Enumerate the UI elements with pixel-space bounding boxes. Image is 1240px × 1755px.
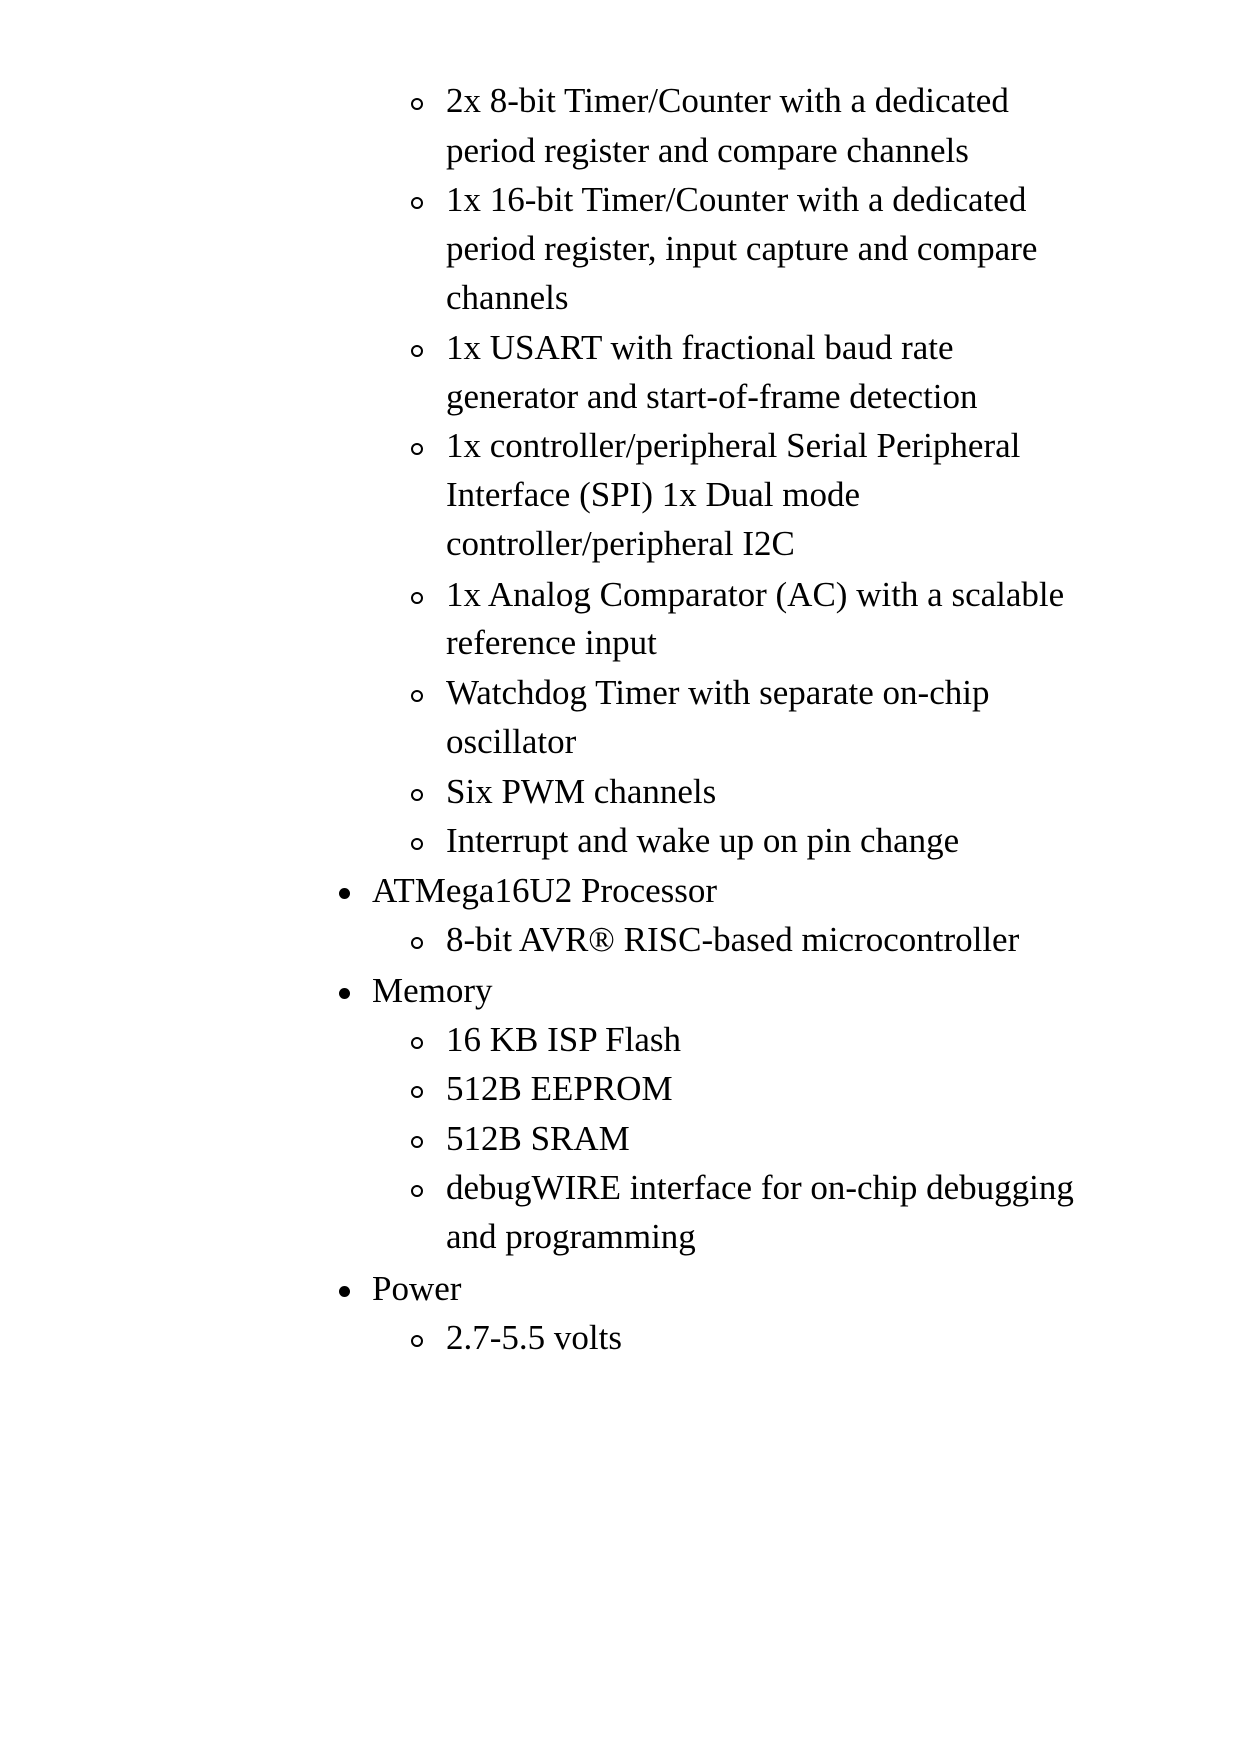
list-item-line: Interrupt and wake up on pin change: [446, 821, 960, 860]
list-item-line: 1x controller/peripheral Serial Peripheral: [446, 426, 1021, 465]
hollow-bullet-icon: [411, 1086, 423, 1098]
list-item-line: Memory: [372, 971, 493, 1010]
hollow-bullet-icon: [411, 838, 423, 850]
hollow-bullet-icon: [411, 443, 423, 455]
hollow-bullet-icon: [411, 937, 423, 949]
list-item-line: channels: [446, 278, 569, 317]
list-item-line: debugWIRE interface for on-chip debugging: [446, 1168, 1074, 1207]
list-item-line: Interface (SPI) 1x Dual mode: [446, 475, 861, 514]
list-item-line: 512B EEPROM: [446, 1069, 673, 1108]
list-item-line: 8-bit AVR® RISC-based microcontroller: [446, 920, 1020, 959]
list-item-line: 512B SRAM: [446, 1119, 630, 1158]
list-item-line: reference input: [446, 623, 657, 662]
list-item-line: 1x USART with fractional baud rate: [446, 328, 954, 367]
list-item-line: and programming: [446, 1217, 696, 1256]
list-item-line: 1x Analog Comparator (AC) with a scalable: [446, 575, 1065, 614]
list-item-line: 1x 16-bit Timer/Counter with a dedicated: [446, 180, 1027, 219]
hollow-bullet-icon: [411, 1335, 423, 1347]
filled-bullet-icon: [339, 888, 350, 899]
hollow-bullet-icon: [411, 345, 423, 357]
list-item-line: Six PWM channels: [446, 772, 717, 811]
list-item-line: 2x 8-bit Timer/Counter with a dedicated: [446, 81, 1009, 120]
list-item-line: controller/peripheral I2C: [446, 524, 795, 563]
list-item-line: period register, input capture and compare: [446, 229, 1038, 268]
hollow-bullet-icon: [411, 789, 423, 801]
hollow-bullet-icon: [411, 1136, 423, 1148]
hollow-bullet-icon: [411, 197, 423, 209]
list-item-line: 2.7-5.5 volts: [446, 1318, 622, 1357]
hollow-bullet-icon: [411, 98, 423, 110]
hollow-bullet-icon: [411, 1185, 423, 1197]
filled-bullet-icon: [339, 988, 350, 999]
list-item-line: period register and compare channels: [446, 131, 969, 170]
hollow-bullet-icon: [411, 690, 423, 702]
list-item-line: oscillator: [446, 722, 577, 761]
hollow-bullet-icon: [411, 1037, 423, 1049]
list-item-line: generator and start-of-frame detection: [446, 377, 978, 416]
list-item-line: ATMega16U2 Processor: [372, 871, 718, 910]
list-item-line: 16 KB ISP Flash: [446, 1020, 682, 1059]
list-item-line: Watchdog Timer with separate on-chip: [446, 673, 990, 712]
hollow-bullet-icon: [411, 592, 423, 604]
list-item-line: Power: [372, 1269, 462, 1308]
filled-bullet-icon: [339, 1286, 350, 1297]
